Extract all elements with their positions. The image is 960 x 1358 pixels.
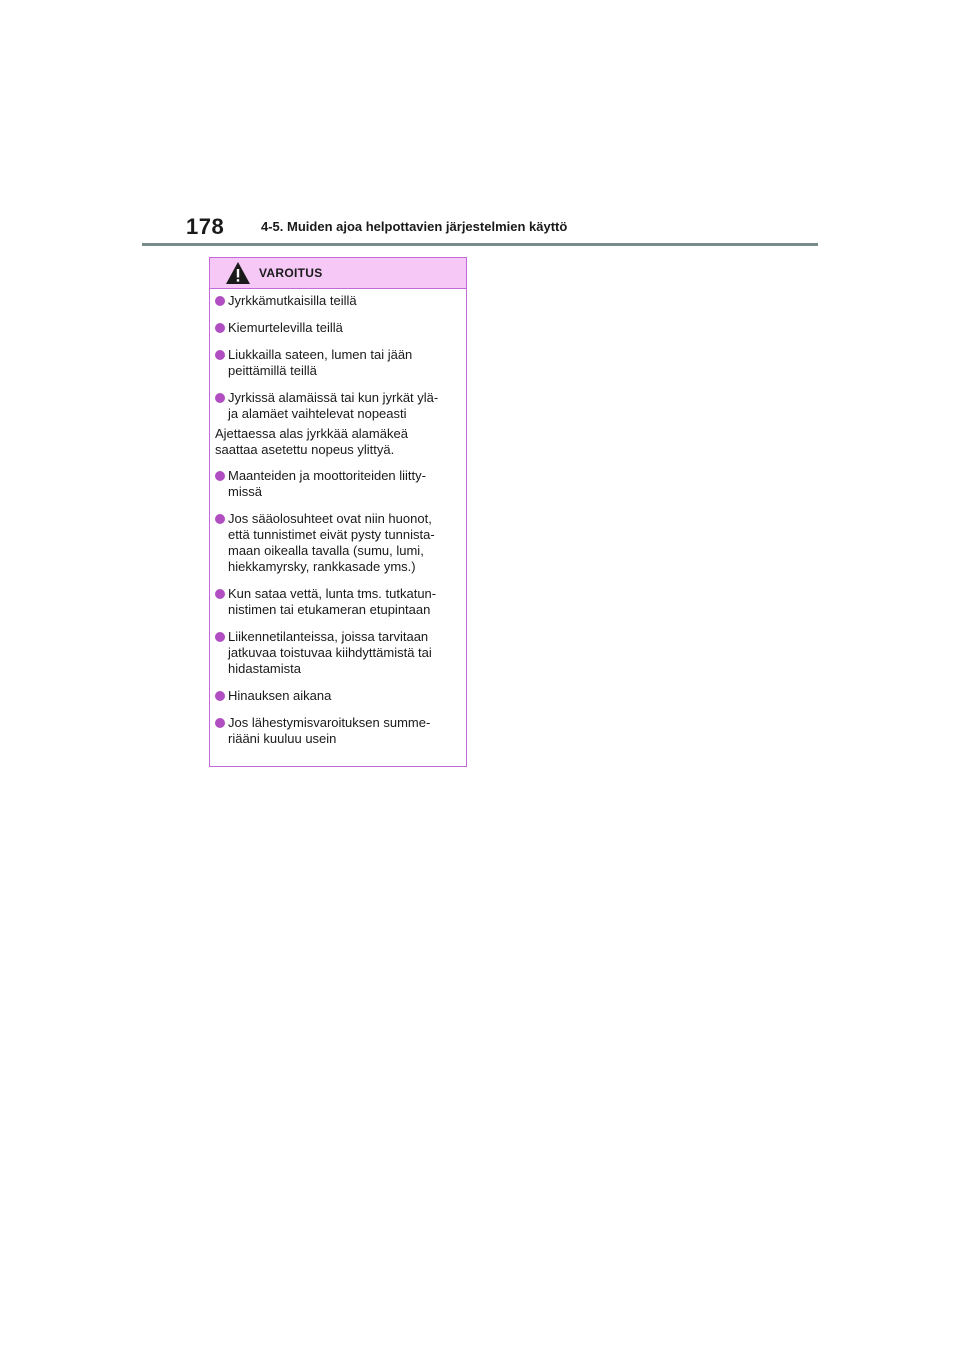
warning-list-item-text: Kiemurtelevilla teillä bbox=[228, 320, 343, 335]
bullet-dot-icon bbox=[215, 718, 225, 728]
warning-list-item bbox=[215, 390, 460, 422]
warning-title: VAROITUS bbox=[259, 266, 323, 280]
warning-list-item-text: Liikennetilanteissa, joissa tarvitaan jatkuvaa toistuvaa kiihdyttämistä tai hidastamista bbox=[228, 629, 432, 676]
warning-list-item bbox=[215, 320, 460, 336]
bullet-dot-icon bbox=[215, 350, 225, 360]
warning-box bbox=[209, 257, 467, 767]
warning-list-item-text: Jos lähestymisvaroituksen summe- riääni kuuluu usein bbox=[228, 715, 431, 746]
page-number: 178 bbox=[186, 214, 225, 239]
header-divider bbox=[142, 243, 818, 246]
warning-list bbox=[215, 293, 460, 422]
bullet-dot-icon bbox=[215, 589, 225, 599]
section-title: 4-5. Muiden ajoa helpottavien järjestelmien käyttö bbox=[261, 219, 568, 234]
warning-list-item bbox=[215, 629, 460, 677]
warning-list-item-text: Jos sääolosuhteet ovat niin huonot, että tunnistimet eivät pysty tunnista- maan oikealla tavalla (sumu, lumi, hiekkamyrsky, rankkasade yms.) bbox=[228, 511, 435, 574]
warning-triangle-icon bbox=[225, 261, 251, 285]
bullet-dot-icon bbox=[215, 323, 225, 333]
warning-list-item bbox=[215, 468, 460, 500]
warning-list-item-text: Kun sataa vettä, lunta tms. tutkatun- nistimen tai etukameran etupintaan bbox=[228, 586, 437, 617]
bullet-dot-icon bbox=[215, 296, 225, 306]
warning-body bbox=[210, 289, 466, 747]
warning-list-item-text: Jyrkissä alamäissä tai kun jyrkät ylä- ja alamäet vaihtelevat nopeasti bbox=[228, 390, 439, 421]
warning-list-continued bbox=[215, 468, 460, 747]
warning-list-item-text: Jyrkkämutkaisilla teillä bbox=[228, 293, 357, 308]
bullet-dot-icon bbox=[215, 632, 225, 642]
warning-list-item bbox=[215, 688, 460, 704]
warning-list-item-text: Maanteiden ja moottoriteiden liitty- missä bbox=[228, 468, 426, 499]
warning-header bbox=[210, 258, 466, 289]
bullet-dot-icon bbox=[215, 393, 225, 403]
bullet-dot-icon bbox=[215, 514, 225, 524]
warning-list-item-text: Liukkailla sateen, lumen tai jään peittämillä teillä bbox=[228, 347, 413, 378]
warning-list-item bbox=[215, 511, 460, 575]
bullet-dot-icon bbox=[215, 691, 225, 701]
warning-list-item bbox=[215, 715, 460, 747]
warning-note: Ajettaessa alas jyrkkää alamäkeä saattaa asetettu nopeus ylittyä. bbox=[215, 426, 408, 457]
warning-list-item bbox=[215, 293, 460, 309]
warning-list-item-text: Hinauksen aikana bbox=[228, 688, 332, 703]
warning-list-item bbox=[215, 586, 460, 618]
warning-list-item bbox=[215, 347, 460, 379]
bullet-dot-icon bbox=[215, 471, 225, 481]
